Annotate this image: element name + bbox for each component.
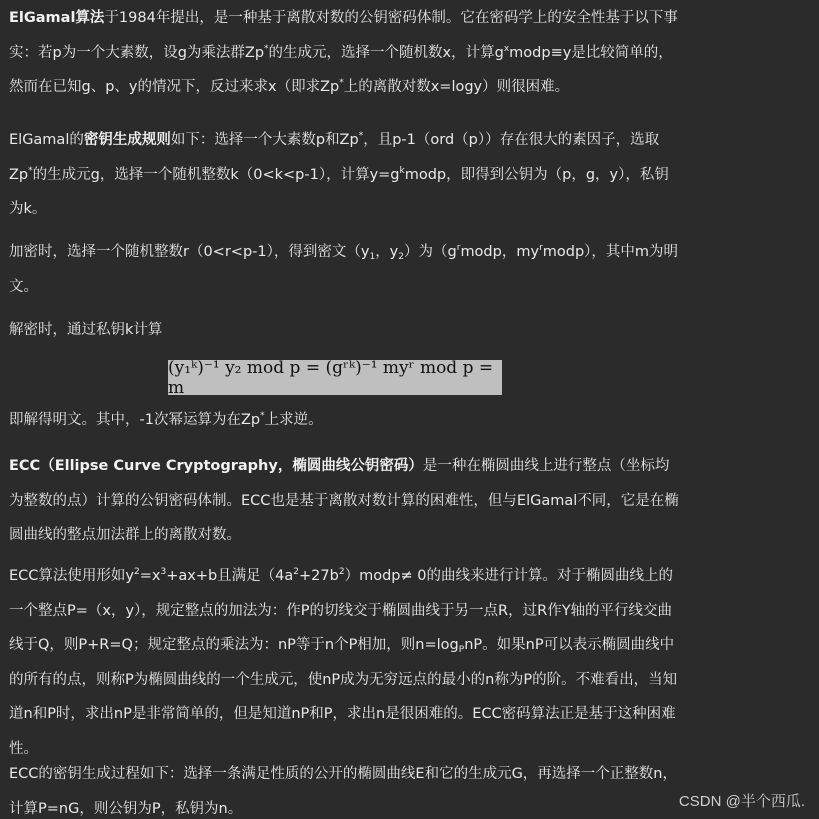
- paragraph-key-generation: ElGamal的密钥生成规则如下：选择一个大素数p和Zp*，且p-1（ord（p））存在很大的素因子，选取Zp*的生成元g，选择一个随机整数k（0<k<p-1），计算$y=g^kmodp$，即得到公钥为（p，g，y），私钥为k。: [9, 131, 669, 217]
- decryption-formula-image: [168, 357, 502, 398]
- term-elgamal: ElGamal算法: [9, 10, 105, 26]
- paragraph-decryption: 解密时，通过私钥k计算: [9, 322, 163, 338]
- paragraph-ecc-algorithm: ECC算法使用形如$y^2=x^3+ax+b$且满足$(4a^2+27b^2)modp\ne 0$的曲线来进行计算。对于椭圆曲线上的一个整点P=（x，y），规定整点的加法为：作P的切线交于椭圆曲线于另一点R，过R作Y轴的平行线交曲线于Q，则P+R=Q；规定整点的乘法为：nP等于n个P相加，则$n=\log_PnP$。如果nP可以表示椭圆曲线中的所有的点，则称P为椭圆曲线的一个生成元，使nP成为无穷远点的最小的n称为P的阶。不难看出，当知道n和P时，求出nP是非常简单的，但是知道nP和P，求出n是很困难的。ECC密码算法正是基于这种困难性。: [9, 567, 678, 757]
- paragraph-encryption: 加密时，选择一个随机整数r（0<r<p-1），得到密文（$y_1$，$y_2$）为（$g^rmodp$，$my^rmodp$），其中m为明文。: [9, 243, 679, 295]
- paragraph-ecc-key-generation: ECC的密钥生成过程如下：选择一条满足性质的公开的椭圆曲线E和它的生成元G，再选择一个正整数n，计算P=nG，则公钥为P，私钥为n。: [9, 766, 677, 817]
- decryption-formula: (y₁ᵏ)⁻¹ y₂ mod p = (gʳᵏ)⁻¹ myʳ mod p = m: [168, 357, 494, 398]
- paragraph-ecc-intro: ECC（Ellipse Curve Cryptography，椭圆曲线公钥密码）是一种在椭圆曲线上进行整点（坐标均为整数的点）计算的公钥密码体制。ECC也是基于离散对数计算的困难性，但与ElGamal不同，它是在椭圆曲线的整点加法群上的离散对数。: [9, 458, 679, 543]
- term-ecc: ECC（Ellipse Curve Cryptography，椭圆曲线公钥密码）: [9, 458, 423, 474]
- paragraph-decryption-result: 即解得明文。其中，-1次幂运算为在Zp*上求逆。: [9, 411, 323, 428]
- paragraph-elgamal-intro: ElGamal算法于1984年提出，是一种基于离散对数的公钥密码体制。它在密码学上的安全性基于以下事实：若p为一个大素数，设g为乘法群Zp*的生成元，选择一个随机数x，计算$g^xmodp\equiv y$是比较简单的，然而在已知g、p、y的情况下，反过来求x（即求Zp*上的离散对数x=logy）则很困难。: [9, 10, 678, 95]
- term-key-generation: 密钥生成规则: [83, 132, 171, 148]
- csdn-watermark: CSDN @半个西瓜.: [678, 793, 805, 810]
